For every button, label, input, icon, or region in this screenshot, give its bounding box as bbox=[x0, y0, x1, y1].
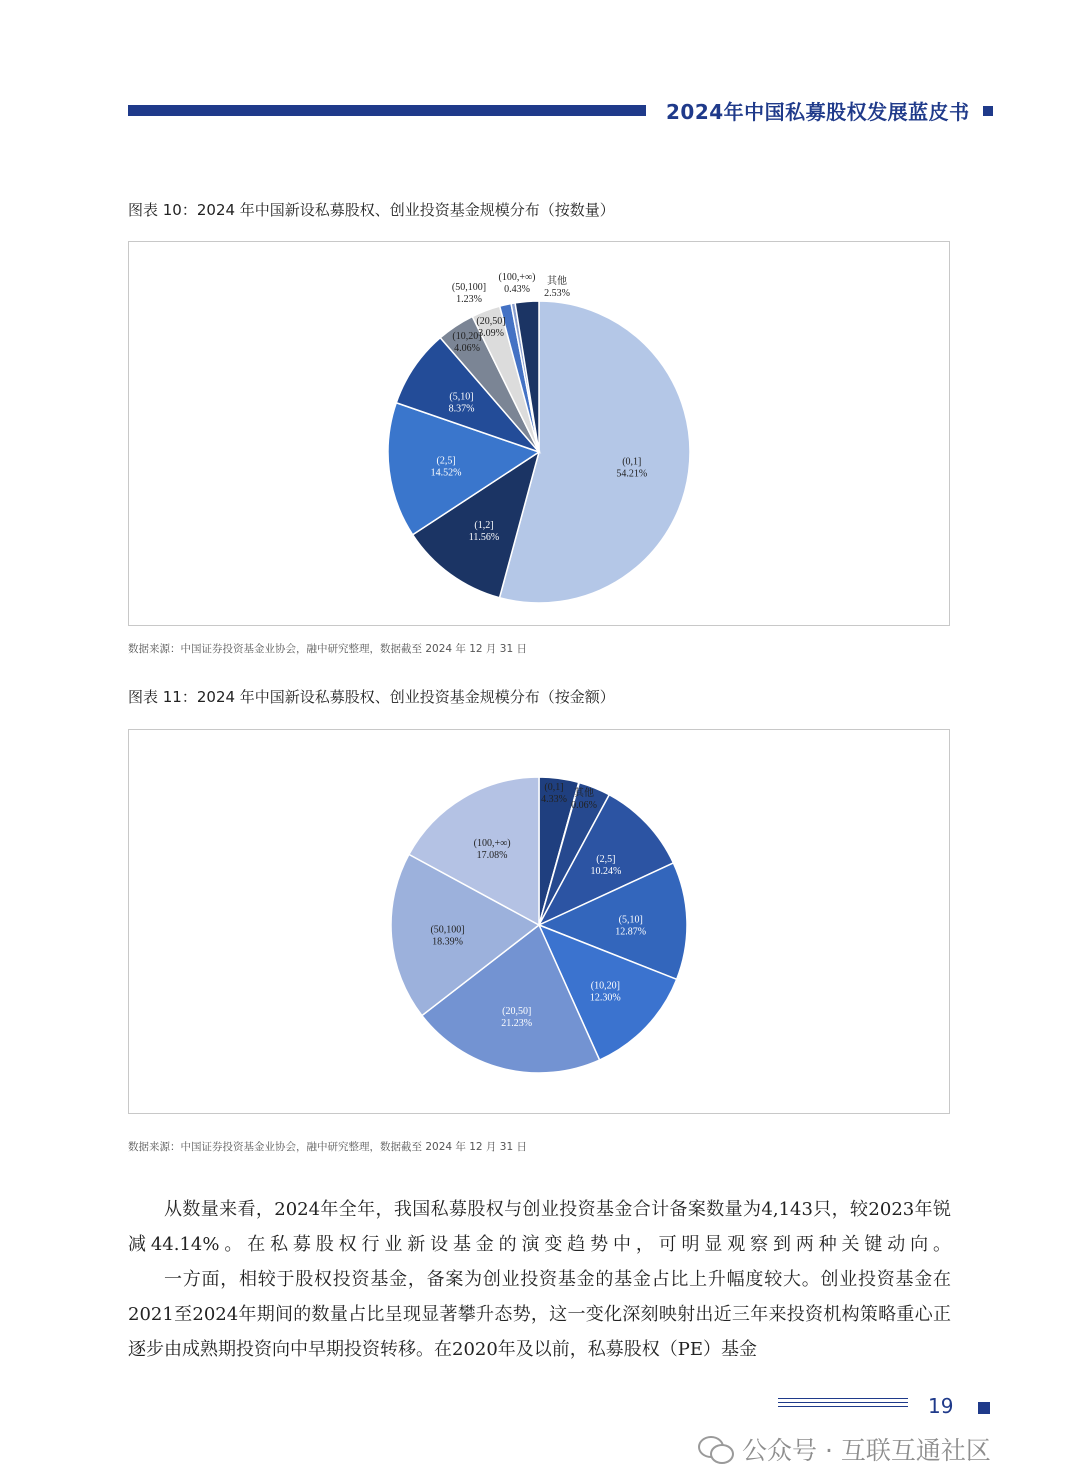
pie2-label-8: (100,+∞) 17.08% bbox=[473, 838, 511, 862]
header-square bbox=[983, 106, 993, 116]
figure-11-source: 数据来源：中国证券投资基金业协会，融中研究整理，数据截至 2024 年 12 月 31 日 bbox=[128, 1141, 527, 1153]
pie1-label-2: (2,5] 14.52% bbox=[430, 455, 462, 479]
paragraph-2: 一方面，相较于股权投资基金，备案为创业投资基金的基金占比上升幅度较大。创业投资基金在2021至2024年期间的数量占比呈现显著攀升态势，这一变化深刻映射出近三年来投资机构策略重心正逐步由成熟期投资向中早期投资转移。在2020年及以前，私募股权（PE）基金 bbox=[128, 1269, 951, 1360]
pie-chart-count bbox=[129, 242, 951, 627]
figure-10-source: 数据来源：中国证券投资基金业协会，融中研究整理，数据截至 2024 年 12 月 31 日 bbox=[128, 643, 527, 655]
watermark-text: 公众号 · 互联互通社区 bbox=[742, 1436, 991, 1465]
figure-11-chart bbox=[128, 729, 950, 1114]
body-text bbox=[128, 1192, 951, 1367]
pie2-label-1: 其他 0.06% bbox=[571, 788, 597, 811]
pie2-label-7: (50,100] 18.39% bbox=[430, 924, 465, 948]
header-bar bbox=[128, 105, 646, 116]
footer-lines bbox=[778, 1398, 908, 1410]
pie1-label-1: (1,2] 11.56% bbox=[468, 519, 500, 543]
page-number: 19 bbox=[928, 1394, 954, 1418]
pie1-label-6: (50,100] 1.23% bbox=[451, 282, 487, 305]
pie2-label-0: (0,1] 4.33% bbox=[541, 782, 567, 805]
figure-10-chart bbox=[128, 241, 950, 626]
pie2-label-5: (10,20] 12.30% bbox=[589, 980, 621, 1004]
figure-11-title: 图表 11：2024 年中国新设私募股权、创业投资基金规模分布（按金额） bbox=[128, 688, 615, 706]
pie2-label-4: (5,10] 12.87% bbox=[615, 914, 647, 938]
pie1-label-0: (0,1] 54.21% bbox=[616, 456, 648, 480]
pie1-label-4: (10,20] 4.06% bbox=[452, 331, 482, 354]
paragraph-1: 从数量来看，2024年全年，我国私募股权与创业投资基金合计备案数量为4,143只，较2023年锐减44.14%。在私募股权行业新设基金的演变趋势中，可明显观察到两种关键动向。 bbox=[128, 1199, 951, 1255]
footer-square bbox=[978, 1402, 990, 1414]
watermark bbox=[698, 1431, 991, 1467]
pie1-label-8: 其他 2.53% bbox=[544, 276, 570, 299]
pie1-label-7: (100,+∞) 0.43% bbox=[498, 272, 536, 295]
pie2-label-3: (2,5] 10.24% bbox=[590, 854, 622, 878]
pie-chart-amount bbox=[129, 730, 951, 1115]
pie2-label-6: (20,50] 21.23% bbox=[501, 1006, 533, 1030]
pie1-label-5: (20,50] 3.09% bbox=[476, 316, 506, 339]
figure-10-title: 图表 10：2024 年中国新设私募股权、创业投资基金规模分布（按数量） bbox=[128, 201, 615, 219]
wechat-icon bbox=[698, 1434, 734, 1464]
report-title: 2024年中国私募股权发展蓝皮书 bbox=[666, 100, 970, 124]
pie1-label-3: (5,10] 8.37% bbox=[448, 391, 475, 415]
